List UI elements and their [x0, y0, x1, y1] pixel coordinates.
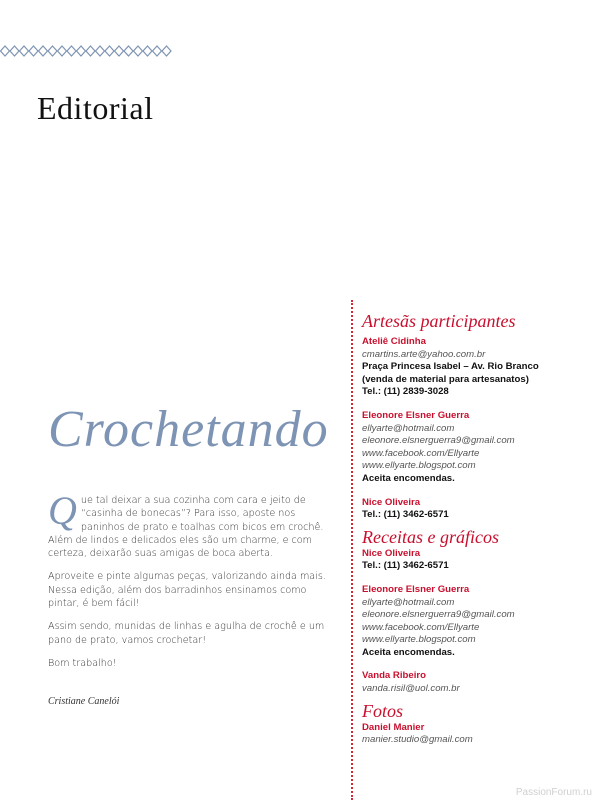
diamond-shape	[1, 46, 10, 56]
diamond-shape	[124, 46, 133, 56]
diamond-shape	[162, 46, 171, 56]
diamond-shape	[86, 46, 95, 56]
credit-tel: Tel.: (11) 2839-3028	[362, 386, 449, 398]
credit-email: ellyarte@hotmail.com	[362, 596, 455, 608]
diamond-shape	[96, 46, 105, 56]
paragraph-3: Assim sendo, munidas de linhas e agulha de crochê e um pano de prato, vamos crochetar!	[48, 621, 325, 646]
author-signature: Cristiane Canelói	[48, 696, 120, 707]
credit-facebook: www.facebook.com/Ellyarte	[362, 447, 480, 459]
diamond-shape	[39, 46, 48, 56]
credit-name: Daniel Manier	[362, 721, 425, 733]
credit-email: eleonore.elsnerguerra9@gmail.com	[362, 609, 515, 621]
diamond-shape	[29, 46, 38, 56]
credit-blog: www.ellyarte.blogspot.com	[362, 634, 476, 646]
credit-note: Aceita encomendas.	[362, 646, 455, 658]
credit-tel: Tel.: (11) 3462-6571	[362, 560, 449, 572]
credit-name: Vanda Ribeiro	[362, 670, 426, 682]
article-headline: Crochetando	[48, 401, 329, 458]
credit-facebook: www.facebook.com/Ellyarte	[362, 621, 480, 633]
credit-name: Eleonore Elsner Guerra	[362, 583, 470, 595]
paragraph-1: Que tal deixar a sua cozinha com cara e jeito de “casinha de bonecas”? Para isso, aposte nos paninhos de prato e toalhas com bicos em crochê. Além de lindos e delicados eles são um charme, e com certeza, deixarão suas amigas de boca aberta.	[48, 488, 324, 560]
diamond-shape	[20, 46, 29, 56]
diamond-shape	[67, 46, 76, 56]
diamond-shape	[58, 46, 67, 56]
credit-name: Nice Oliveira	[362, 496, 421, 508]
section-title-fotos: Fotos	[362, 700, 404, 721]
credit-name: Nice Oliveira	[362, 547, 421, 559]
article-body	[48, 488, 328, 680]
credit-note: (venda de material para artesanatos)	[362, 373, 529, 385]
diamond-shape	[77, 46, 86, 56]
diamond-shape	[143, 46, 152, 56]
credit-email: ellyarte@hotmail.com	[362, 422, 455, 434]
diamond-border-ornament	[0, 44, 178, 58]
diamond-shape	[115, 46, 124, 56]
credit-email: eleonore.elsnerguerra9@gmail.com	[362, 435, 515, 447]
diamond-shape	[10, 46, 19, 56]
credit-email: cmartins.arte@yahoo.com.br	[362, 348, 486, 360]
drop-cap: Q	[48, 488, 77, 533]
section-title-receitas: Receitas e gráficos	[362, 526, 499, 547]
credit-email: vanda.risil@uol.com.br	[362, 683, 460, 695]
credit-address: Praça Princesa Isabel – Av. Rio Branco	[362, 361, 539, 373]
credits-sidebar	[362, 310, 582, 747]
credit-tel: Tel.: (11) 3462-6571	[362, 509, 449, 521]
credit-blog: www.ellyarte.blogspot.com	[362, 460, 476, 472]
sidebar-divider	[351, 300, 353, 800]
paragraph-4: Bom trabalho!	[48, 657, 117, 669]
diamond-shape	[134, 46, 143, 56]
credit-name: Ateliê Cidinha	[362, 336, 426, 347]
paragraph-2: Aproveite e pinte algumas peças, valorizando ainda mais. Nessa edição, além dos barradinhos ensinamos como pintar, é bem fácil!	[48, 571, 326, 610]
watermark: PassionForum.ru	[515, 787, 592, 798]
diamond-shape	[48, 46, 57, 56]
credit-name: Eleonore Elsner Guerra	[362, 409, 470, 421]
page-title: Editorial	[37, 90, 154, 126]
diamond-shape	[153, 46, 162, 56]
section-title-artesas: Artesãs participantes	[362, 311, 516, 331]
credit-note: Aceita encomendas.	[362, 472, 455, 484]
diamond-shape	[105, 46, 114, 56]
credit-email: manier.studio@gmail.com	[362, 734, 473, 746]
